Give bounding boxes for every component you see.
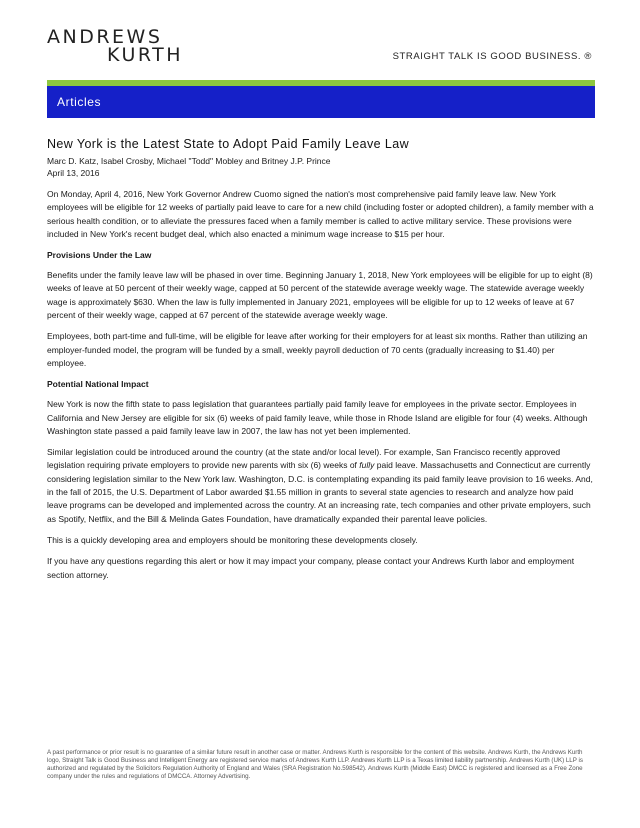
footer-disclaimer: A past performance or prior result is no guarantee of a similar future result in another case or matter. Andrews Kurth is responsible for the content of this website. Andrews Kurth, the Andrews Kurth logo, Straight Talk is Good Business and Intelligent Energy are registered service marks of Andrews Kurth LLP. Andrews Kurth LLP is a Texas limited liability partnership. Andrews Kurth (UK) LLP is authorized and regulated by the Solicitors Regulation Authority of England and Wales (SRA Registration No.598542). Andrews Kurth (Middle East) DMCC is registered and licensed as a Free Zone company under the rules and regulations of DMCCA. Attorney Advertising. bbox=[47, 749, 583, 780]
paragraph-monitoring: This is a quickly developing area and employers should be monitoring these developments closely. bbox=[47, 534, 418, 545]
heading-provisions: Provisions Under the Law bbox=[47, 250, 152, 261]
section-banner bbox=[47, 86, 595, 118]
company-logo bbox=[47, 28, 183, 64]
logo-line-kurth: KURTH bbox=[107, 44, 184, 66]
article-authors: Marc D. Katz, Isabel Crosby, Michael "Todd" Mobley and Britney J.P. Prince bbox=[47, 156, 331, 166]
heading-national-impact: Potential National Impact bbox=[47, 379, 149, 390]
article-body bbox=[47, 137, 595, 590]
paragraph-contact: If you have any questions regarding this alert or how it may impact your company, please contact your Andrews Kurth labor and employment section attorney. bbox=[47, 556, 575, 580]
paragraph-provisions: Benefits under the family leave law will be phased in over time. Beginning January 1, 2018, New York employees will be eligible for up to eight (8) weeks of leave at 50 percent of their weekly wage, capped at 50 percent of the statewide average weekly wage. The statewide average weekly wage is approximately $630. When the law is fully implemented in January 2021, employees will be eligible for up to 12 weeks of leave at 67 percent of their weekly wage, capped at 67 percent of the statewide average weekly wage. bbox=[47, 270, 593, 321]
paragraph-similar-legislation-part1: Similar legislation could be introduced around the country (at the state and/or local level). For example, San Francisco recently approved legislation requiring private employers to provide new parents with six (6) weeks of bbox=[47, 447, 561, 471]
article-title: New York is the Latest State to Adopt Paid Family Leave Law bbox=[47, 137, 409, 151]
article-date: April 13, 2016 bbox=[47, 167, 100, 178]
paragraph-similar-legislation-part2: paid leave. Massachusetts and Connecticut are currently considering legislation similar to the New York law. Washington, D.C. is contemplating expanding its paid family leave provision to 16 weeks. And, in the fall of 2015, the U.S. Department of Labor awarded $1.55 million in grants to several state agencies to research and analyze how paid leave programs can be developed and implemented across the country. At an increasing rate, tech companies and other private employers, such as Spotify, Netflix, and the Bill & Melinda Gates Foundation, have dramatically expanded their parental leave policies. bbox=[47, 460, 593, 524]
paragraph-other-states: New York is now the fifth state to pass legislation that guarantees partially paid family leave for employees in the private sector. Employees in California and New Jersey are eligible for six (6) weeks of paid family leave, while those in Rhode Island are eligible for four (4) weeks. Although Washington state passed a paid family leave law in 2007, the law has not yet been implemented. bbox=[47, 399, 588, 436]
paragraph-similar-legislation bbox=[47, 446, 595, 526]
tagline: STRAIGHT TALK IS GOOD BUSINESS. ® bbox=[392, 51, 592, 62]
paragraph-intro: On Monday, April 4, 2016, New York Governor Andrew Cuomo signed the nation's most comprehensive paid family leave law. New York employees will be eligible for 12 weeks of partially paid leave to care for a new child (including foster or adopted children), a family member with a serious health condition, or to alleviate the pressures faced when a family member is called to active military service. These provisions were included in New York's recent budget deal, which also enacted a minimum wage increase to $15 per hour. bbox=[47, 189, 594, 239]
logo-line-andrews: ANDREWS bbox=[47, 26, 163, 48]
paragraph-eligibility: Employees, both part-time and full-time, will be eligible for leave after working for their employers for at least six months. Rather than utilizing an employer-funded model, the program will be funded by a small, weekly payroll deduction of 70 cents (gradually increasing to $1.40) per employee. bbox=[47, 331, 588, 368]
emphasis-fully: fully bbox=[359, 460, 375, 471]
section-banner-label: Articles bbox=[57, 95, 102, 109]
